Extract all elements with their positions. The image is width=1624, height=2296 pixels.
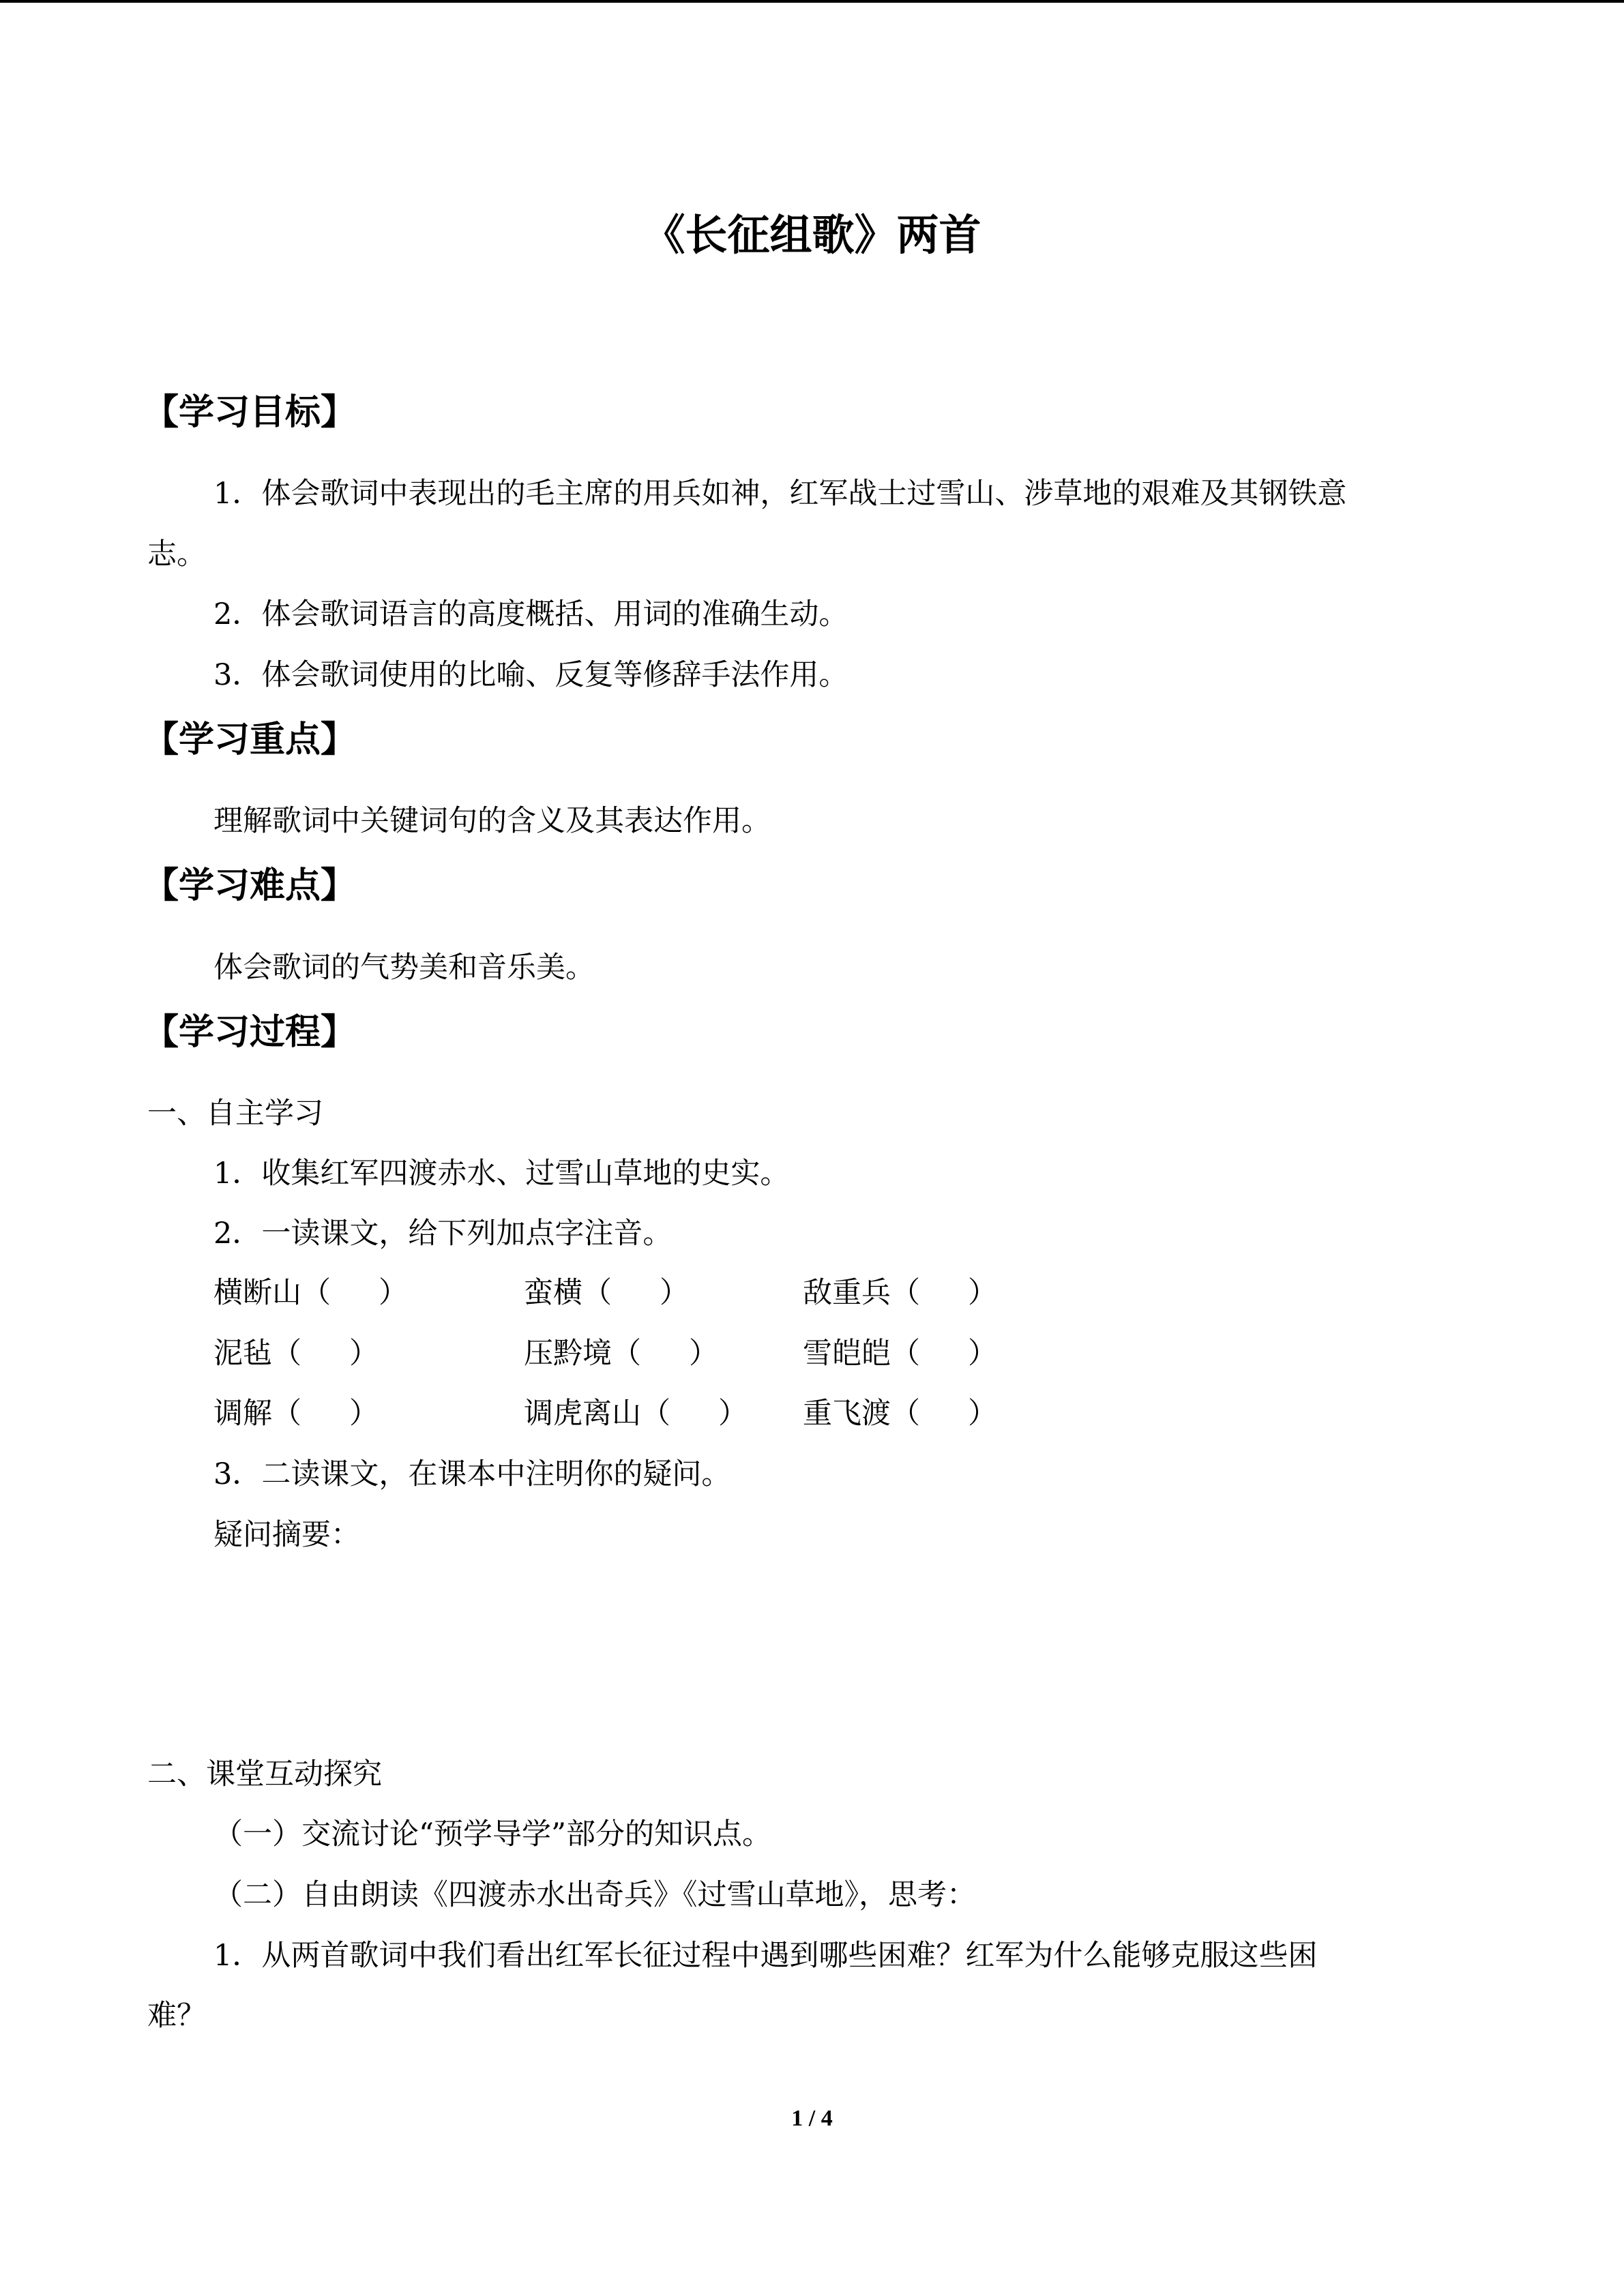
paren-close: ） [660, 1276, 689, 1310]
pinyin-item [213, 1333, 379, 1374]
objective-item-1-line-1: 1．体会歌词中表现出的毛主席的用兵如神，红军战士过雪山、涉草地的艰难及其钢铁意 [213, 477, 1347, 511]
pinyin-row-3 [213, 1393, 1100, 1434]
process-heading: 【学习过程】 [143, 1011, 357, 1053]
paren-close: ） [689, 1337, 718, 1371]
pinyin-item [803, 1272, 997, 1313]
part1-item-3: 3．二读课文，在课本中注明你的疑问。 [213, 1457, 731, 1491]
objective-item-2: 2．体会歌词语言的高度概括、用词的准确生动。 [213, 597, 848, 631]
objectives-heading: 【学习目标】 [143, 391, 357, 433]
pinyin-row-2 [213, 1333, 1100, 1374]
pinyin-item [524, 1272, 689, 1313]
part1-item-1: 1．收集红军四渡赤水、过雪山草地的史实。 [213, 1157, 790, 1191]
pinyin-word: 横断山 [213, 1276, 301, 1310]
paren-open: （ [891, 1337, 920, 1371]
pinyin-word: 调解 [213, 1397, 272, 1431]
part2-sub-1: （一）交流讨论“预学导学”部分的知识点。 [213, 1817, 771, 1851]
pinyin-word: 调虎离山 [524, 1397, 641, 1431]
pinyin-word: 重飞渡 [803, 1397, 891, 1431]
paren-open: （ [272, 1337, 301, 1371]
paren-close: ） [349, 1337, 379, 1371]
paren-open: （ [272, 1397, 301, 1431]
pinyin-word: 敌重兵 [803, 1276, 891, 1310]
pinyin-item [213, 1393, 379, 1434]
difficulty-text: 体会歌词的气势美和音乐美。 [213, 951, 595, 985]
paren-close: ） [379, 1276, 408, 1310]
pinyin-item [803, 1393, 997, 1434]
pinyin-row-1 [213, 1272, 1100, 1313]
part2-title: 二、课堂互动探究 [147, 1757, 382, 1791]
part2-question-1-line-2: 难？ [147, 1999, 206, 2033]
part1-title: 一、自主学习 [147, 1097, 323, 1131]
pinyin-item [213, 1272, 408, 1313]
focus-heading: 【学习重点】 [143, 719, 357, 760]
pinyin-item [524, 1333, 718, 1374]
paren-close: ） [718, 1397, 748, 1431]
questions-label: 疑问摘要： [213, 1518, 360, 1552]
paren-open: （ [891, 1276, 920, 1310]
paren-open: （ [301, 1276, 331, 1310]
paren-open: （ [582, 1276, 612, 1310]
paren-close: ） [968, 1397, 997, 1431]
difficulty-heading: 【学习难点】 [143, 865, 357, 906]
page-indicator: 1 / 4 [791, 2106, 833, 2131]
part1-item-2: 2．一读课文，给下列加点字注音。 [213, 1217, 673, 1251]
paren-close: ） [968, 1276, 997, 1310]
document-title: 《长征组歌》两首 [643, 210, 981, 260]
pinyin-word: 雪皑皑 [803, 1337, 891, 1371]
pinyin-word: 泥毡 [213, 1337, 272, 1371]
paren-open: （ [891, 1397, 920, 1431]
pinyin-word: 压黔境 [524, 1337, 612, 1371]
paren-close: ） [968, 1337, 997, 1371]
part2-sub-2: （二）自由朗读《四渡赤水出奇兵》《过雪山草地》，思考： [213, 1878, 976, 1912]
pinyin-item [524, 1393, 748, 1434]
objective-item-1-line-2: 志。 [147, 537, 206, 571]
focus-text: 理解歌词中关键词句的含义及其表达作用。 [213, 804, 771, 838]
paren-close: ） [349, 1397, 379, 1431]
part2-question-1-line-1: 1．从两首歌词中我们看出红军长征过程中遇到哪些困难？红军为什么能够克服这些困 [213, 1939, 1318, 1973]
paren-open: （ [641, 1397, 670, 1431]
objective-item-3: 3．体会歌词使用的比喻、反复等修辞手法作用。 [213, 658, 848, 692]
paren-open: （ [612, 1337, 641, 1371]
pinyin-item [803, 1333, 997, 1374]
pinyin-word: 蛮横 [524, 1276, 582, 1310]
